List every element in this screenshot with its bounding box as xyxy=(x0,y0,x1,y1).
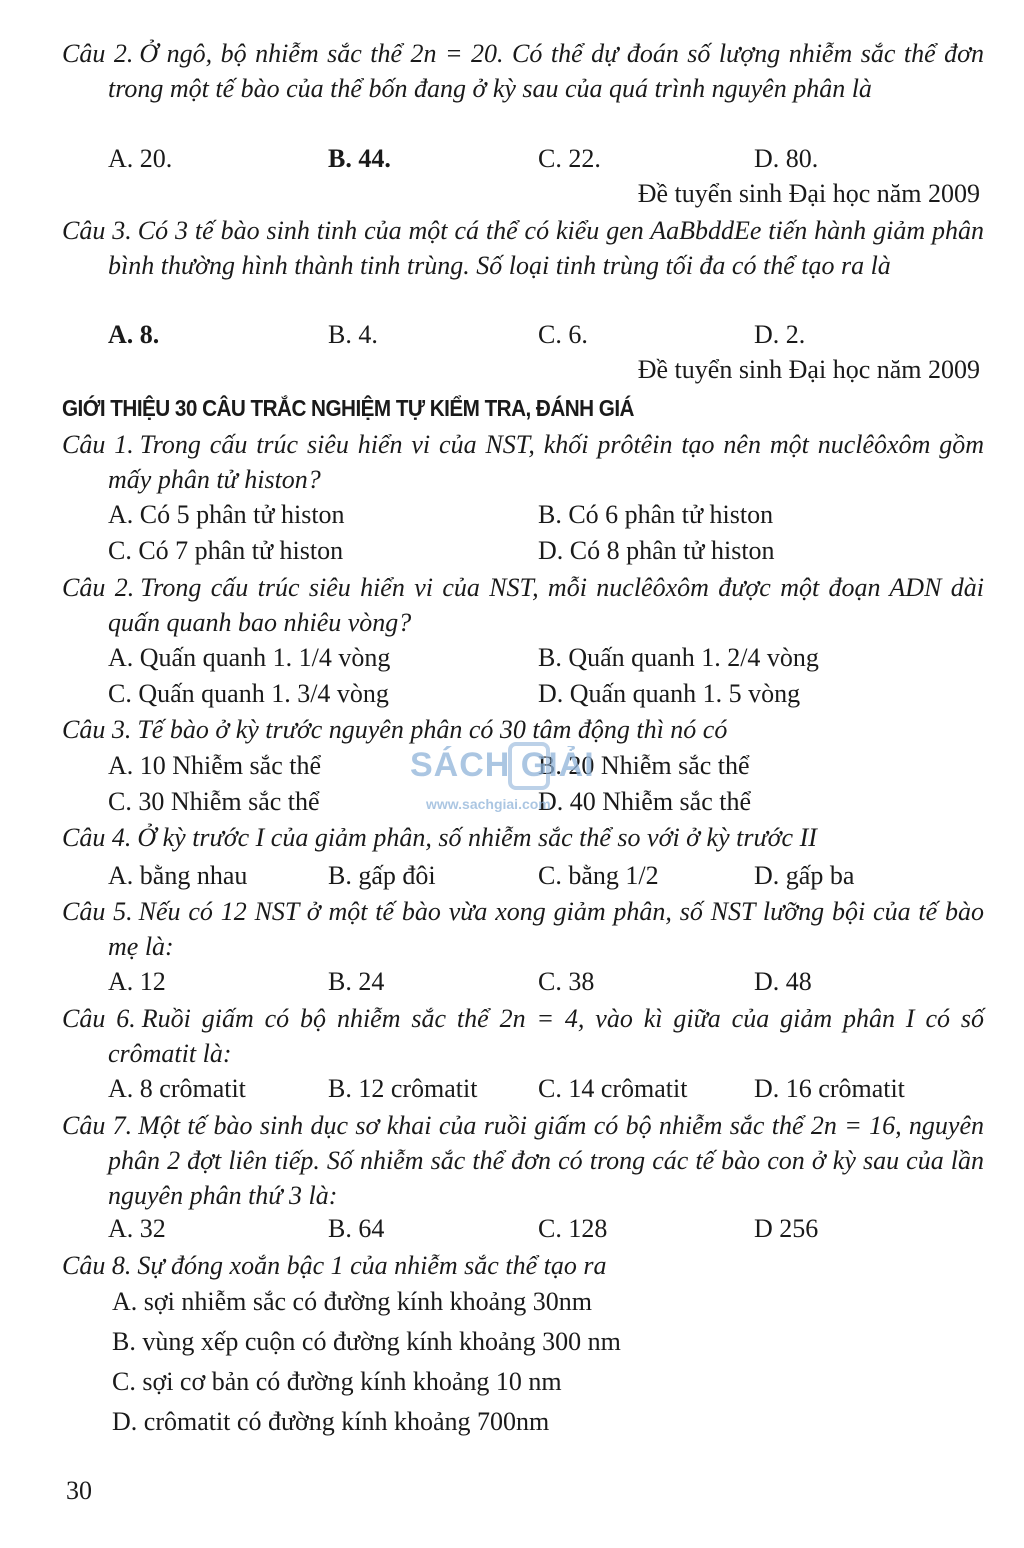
option-d: D. 80. xyxy=(754,144,819,173)
question-text: Ở kỳ trước I của giảm phân, số nhiễm sắc thể so với ở kỳ trước II xyxy=(137,823,817,852)
options-row xyxy=(108,1211,988,1246)
watermark xyxy=(410,742,630,822)
option-a: A. 8. xyxy=(108,320,160,349)
option-d: D. 40 Nhiễm sắc thể xyxy=(538,787,752,816)
options-row xyxy=(108,533,988,568)
option-b: B. vùng xếp cuộn có đường kính khoảng 300 nm xyxy=(112,1327,621,1356)
source-note: Đề tuyển sinh Đại học năm 2009 xyxy=(637,355,980,384)
option-c: C. 14 crômatit xyxy=(538,1074,688,1103)
option-a: A. 20. xyxy=(108,144,173,173)
page-number: 30 xyxy=(66,1476,92,1505)
question-number: Câu 6. xyxy=(62,1004,136,1033)
question-number: Câu 2. xyxy=(62,573,135,602)
options-row xyxy=(108,141,988,176)
question-text: Tế bào ở kỳ trước nguyên phân có 30 tâm động thì nó có xyxy=(137,715,728,744)
option-d: D. gấp ba xyxy=(754,861,855,890)
option-b: B. 44. xyxy=(328,144,391,173)
option-d: D 256 xyxy=(754,1214,819,1243)
option-b: B. Quấn quanh 1. 2/4 vòng xyxy=(538,643,819,672)
question-number: Câu 1. xyxy=(62,430,134,459)
option-c: C. 128 xyxy=(538,1214,608,1243)
question-text: Có 3 tế bào sinh tinh của một cá thể có kiểu gen AaBbddEe tiến hành giảm phân bình thường hình thành tinh trùng. Số loại tinh trùng tối đa có thể tạo ra là xyxy=(108,216,984,280)
question-top-3 xyxy=(62,213,984,283)
question-top-2 xyxy=(62,36,984,106)
question-8 xyxy=(62,1248,984,1283)
option-b: B. 4. xyxy=(328,320,378,349)
option-a: A. 8 crômatit xyxy=(108,1074,246,1103)
question-number: Câu 4. xyxy=(62,823,132,852)
option-c: C. bằng 1/2 xyxy=(538,861,659,890)
option-d: D. Quấn quanh 1. 5 vòng xyxy=(538,679,801,708)
question-text: Một tế bào sinh dục sơ khai của ruồi giấm có bộ nhiễm sắc thể 2n = 16, nguyên phân 2 đợt liên tiếp. Số nhiễm sắc thể đơn có trong các tế bào con ở kỳ sau của lần nguyên phân thứ 3 là: xyxy=(108,1111,985,1210)
question-7 xyxy=(62,1108,984,1213)
options-row xyxy=(108,858,988,893)
option-b: B. gấp đôi xyxy=(328,861,436,890)
option-a: A. bằng nhau xyxy=(108,861,248,890)
option-c: C. Quấn quanh 1. 3/4 vòng xyxy=(108,679,389,708)
option-a: A. Có 5 phân tử histon xyxy=(108,500,345,529)
question-text: Nếu có 12 NST ở một tế bào vừa xong giảm phân, số NST lưỡng bội của tế bào mẹ là: xyxy=(108,897,984,961)
question-number: Câu 5. xyxy=(62,897,133,926)
question-number: Câu 3. xyxy=(62,715,132,744)
option-c: C. 22. xyxy=(538,144,601,173)
option-d: D. 2. xyxy=(754,320,806,349)
option-a: A. sợi nhiễm sắc có đường kính khoảng 30nm xyxy=(112,1287,592,1316)
question-5 xyxy=(62,894,984,964)
question-text: Ở ngô, bộ nhiễm sắc thể 2n = 20. Có thể dự đoán số lượng nhiễm sắc thể đơn trong một tế bào của thể bốn đang ở kỳ sau của quá trình nguyên phân là xyxy=(108,39,985,103)
options-row xyxy=(108,317,988,352)
option-c: C. sợi cơ bản có đường kính khoảng 10 nm xyxy=(112,1367,562,1396)
watermark-brand: SÁCH GIẢI xyxy=(410,746,595,784)
options-row xyxy=(108,640,988,675)
option-d: D. 16 crômatit xyxy=(754,1074,905,1103)
question-number: Câu 2. xyxy=(62,39,134,68)
question-text: Ruồi giấm có bộ nhiễm sắc thể 2n = 4, vào kì giữa của giảm phân I có số crômatit là: xyxy=(108,1004,984,1068)
option-b: B. 20 Nhiễm sắc thể xyxy=(538,751,750,780)
option-a: A. 12 xyxy=(108,967,166,996)
options-row xyxy=(108,964,988,999)
option-a: A. 10 Nhiễm sắc thể xyxy=(108,751,322,780)
question-4 xyxy=(62,820,984,855)
option-d: D. 48 xyxy=(754,967,812,996)
question-number: Câu 8. xyxy=(62,1251,132,1280)
question-2 xyxy=(62,570,984,640)
question-6 xyxy=(62,1001,984,1071)
option-a: A. 32 xyxy=(108,1214,166,1243)
source-note: Đề tuyển sinh Đại học năm 2009 xyxy=(637,179,980,208)
option-b: B. 24 xyxy=(328,967,385,996)
option-c: C. 6. xyxy=(538,320,588,349)
question-number: Câu 3. xyxy=(62,216,132,245)
option-d: D. Có 8 phân tử histon xyxy=(538,536,775,565)
question-text: Sự đóng xoắn bậc 1 của nhiễm sắc thể tạo ra xyxy=(137,1251,607,1280)
option-d: D. crômatit có đường kính khoảng 700nm xyxy=(112,1407,550,1436)
question-number: Câu 7. xyxy=(62,1111,133,1140)
question-text: Trong cấu trúc siêu hiển vi của NST, mỗi nuclêôxôm được một đoạn ADN dài quấn quanh bao nhiêu vòng? xyxy=(108,573,984,637)
option-c: C. 30 Nhiễm sắc thể xyxy=(108,787,320,816)
question-text: Trong cấu trúc siêu hiển vi của NST, khối prôtêin tạo nên một nuclêôxôm gồm mấy phân tử histon? xyxy=(108,430,985,494)
option-c: C. Có 7 phân tử histon xyxy=(108,536,344,565)
option-b: B. Có 6 phân tử histon xyxy=(538,500,774,529)
option-c: C. 38 xyxy=(538,967,595,996)
section-heading: GIỚI THIỆU 30 CÂU TRẮC NGHIỆM TỰ KIỂM TRA, ĐÁNH GIÁ xyxy=(62,395,634,421)
option-b: B. 12 crômatit xyxy=(328,1074,478,1103)
options-row xyxy=(108,676,988,711)
options-row xyxy=(108,1071,988,1106)
option-b: B. 64 xyxy=(328,1214,385,1243)
question-1 xyxy=(62,427,984,497)
options-row xyxy=(108,497,988,532)
option-a: A. Quấn quanh 1. 1/4 vòng xyxy=(108,643,391,672)
watermark-url: www.sachgiai.com xyxy=(426,796,551,812)
